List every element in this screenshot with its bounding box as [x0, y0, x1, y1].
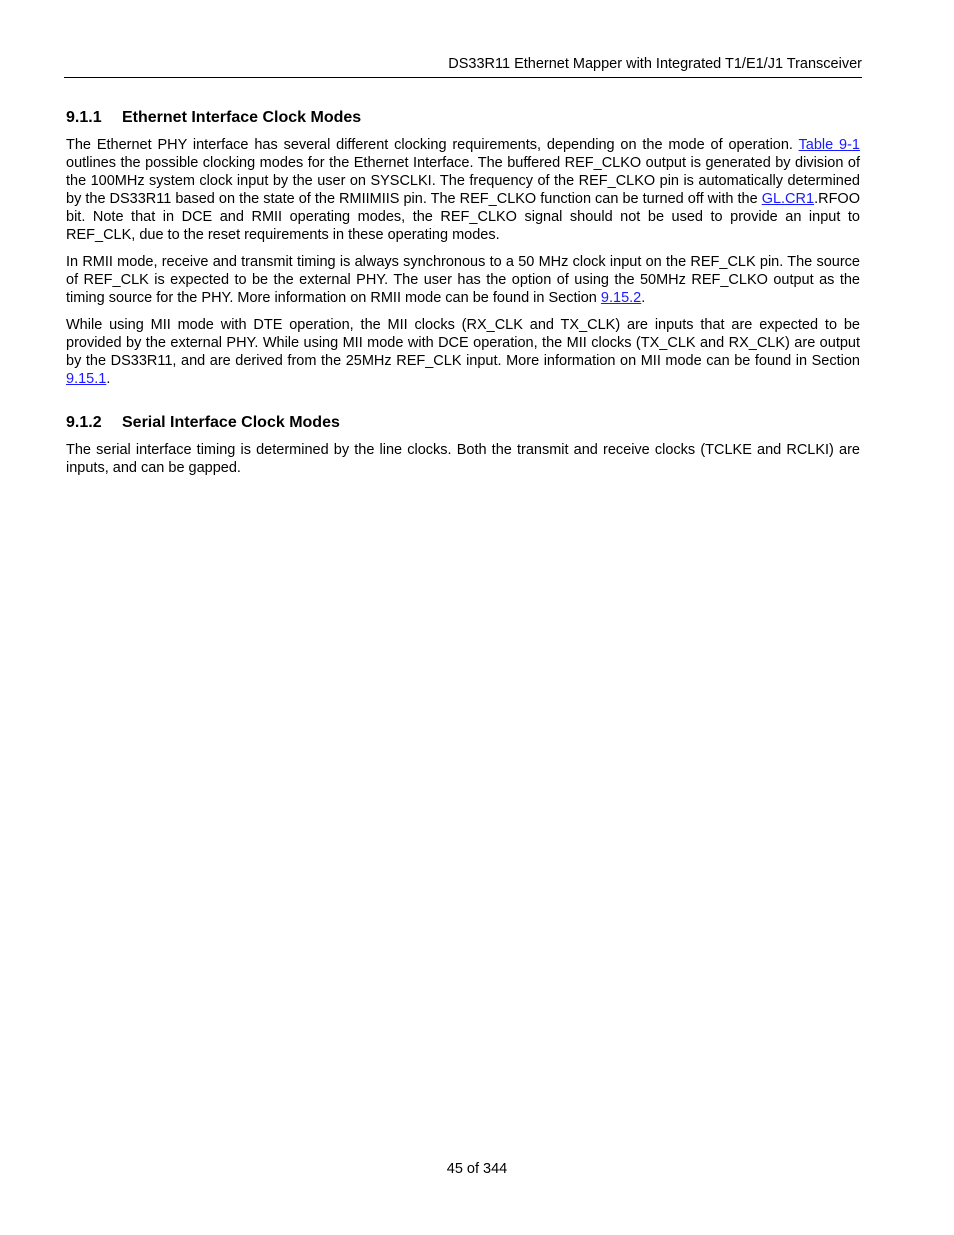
paragraph-ethernet-clocking: [66, 136, 860, 244]
section-heading-9-1-1: [66, 108, 860, 128]
page-number: 45 of 344: [446, 1161, 508, 1177]
page-footer: [0, 1160, 954, 1178]
paragraph-text: The serial interface timing is determined by the line clocks. Both the transmit and receive clocks (TCLKE and RCLKI) are inputs, and can be gapped.: [66, 442, 860, 476]
link-section-9-15-1[interactable]: 9.15.1: [66, 371, 107, 387]
link-section-9-15-2[interactable]: 9.15.2: [600, 290, 642, 306]
paragraph-text: .: [641, 290, 646, 306]
section-heading-9-1-2: [66, 413, 860, 433]
page-header: [64, 55, 862, 78]
paragraph-text: In RMII mode, receive and transmit timing is always synchronous to a 50 MHz clock input on the REF_CLK pin. The source of REF_CLK is expected to be the external PHY. The user has the option of using the 50MHz REF_CLKO output as the timing source for the PHY. More information on RMII mode can be found in Section: [66, 254, 860, 306]
link-table-9-1[interactable]: Table 9-1: [798, 137, 860, 153]
page-content: [66, 108, 860, 486]
section-number: 9.1.2: [66, 414, 102, 431]
section-title: Serial Interface Clock Modes: [122, 414, 340, 431]
section-title: Ethernet Interface Clock Modes: [122, 109, 362, 126]
link-gl-cr1[interactable]: GL.CR1: [761, 191, 815, 207]
section-number: 9.1.1: [66, 109, 102, 126]
paragraph-text: .: [106, 371, 111, 387]
paragraph-text: While using MII mode with DTE operation, the MII clocks (RX_CLK and TX_CLK) are inputs that are expected to be provided by the external PHY. While using MII mode with DCE operation, the MII clocks (TX_CLK and RX_CLK) are output by the DS33R11, and are derived from the 25MHz REF_CLK input. More information on MII mode can be found in Section: [66, 317, 860, 369]
paragraph-text: outlines the possible clocking modes for the Ethernet Interface. The buffered REF_CLKO output is generated by division of the 100MHz system clock input by the user on SYSCLKI. The frequency of the REF_CLKO pin is automatically determined by the DS33R11 based on the state of the RMIIMIIS pin. The REF_CLKO function can be turned off with the: [66, 155, 860, 207]
paragraph-mii-mode: [66, 316, 860, 388]
paragraph-rmii-mode: [66, 253, 860, 307]
paragraph-serial-clocking: [66, 441, 860, 477]
document-title: DS33R11 Ethernet Mapper with Integrated T1/E1/J1 Transceiver: [448, 56, 862, 72]
paragraph-text: .RFOO bit. Note that in DCE and RMII operating modes, the REF_CLKO signal should not be used to provide an input to REF_CLK, due to the reset requirements in these operating modes.: [66, 191, 860, 243]
paragraph-text: The Ethernet PHY interface has several different clocking requirements, depending on the mode of operation.: [66, 137, 799, 153]
